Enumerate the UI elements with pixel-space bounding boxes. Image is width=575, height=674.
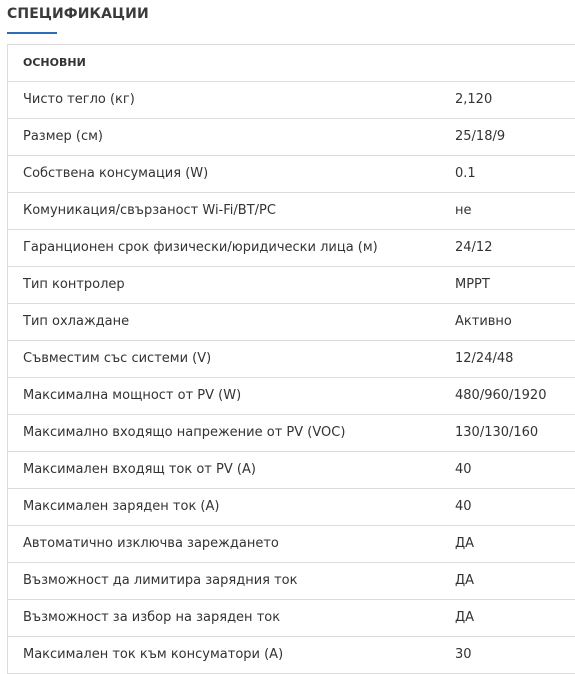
spec-value: не [455,203,472,218]
spec-name: Максимално входящо напрежение от PV (VOC) [23,425,346,440]
section-title: ОСНОВНИ [23,56,86,69]
spec-value: 30 [455,647,472,662]
spec-name: Максимален ток към консуматори (A) [23,647,284,662]
spec-value: 2,120 [455,92,493,107]
spec-value: 24/12 [455,240,493,255]
spec-value: Активно [455,314,512,329]
table-row [8,489,575,526]
spec-name: Чисто тегло (кг) [23,92,135,107]
table-row [8,378,575,415]
table-row [8,600,575,637]
spec-name: Максимална мощност от PV (W) [23,388,242,403]
table-row [8,119,575,156]
specifications-table [7,44,575,674]
spec-name: Възможност да лимитира зарядния ток [23,573,298,588]
spec-name: Възможност за избор на заряден ток [23,610,281,625]
spec-name: Максимален входящ ток от PV (A) [23,462,256,477]
table-row [8,637,575,674]
table-row [8,415,575,452]
table-row [8,526,575,563]
tab-specifications[interactable]: СПЕЦИФИКАЦИИ [7,6,149,22]
table-row [8,304,575,341]
spec-value: 40 [455,499,472,514]
spec-value: 0.1 [455,166,476,181]
spec-name: Размер (см) [23,129,104,144]
table-row [8,341,575,378]
active-tab-indicator [7,32,57,34]
spec-name: Гаранционен срок физически/юридически лица (м) [23,240,378,255]
spec-name: Тип охлаждане [23,314,130,329]
spec-value: 12/24/48 [455,351,514,366]
spec-name: Автоматично изключва зареждането [23,536,279,551]
section-header [8,45,575,82]
spec-value: 40 [455,462,472,477]
spec-name: Съвместим със системи (V) [23,351,212,366]
spec-value: ДА [455,536,475,551]
table-row [8,193,575,230]
tab-bar [0,0,575,38]
spec-value: 480/960/1920 [455,388,547,403]
spec-value: ДА [455,610,475,625]
spec-value: ДА [455,573,475,588]
spec-name: Собствена консумация (W) [23,166,209,181]
spec-name: Комуникация/свързаност Wi-Fi/BT/PC [23,203,276,218]
table-row [8,82,575,119]
table-row [8,230,575,267]
table-row [8,156,575,193]
spec-value: MPPT [455,277,490,292]
table-row [8,267,575,304]
table-row [8,452,575,489]
spec-value: 130/130/160 [455,425,539,440]
spec-value: 25/18/9 [455,129,506,144]
table-row [8,563,575,600]
spec-name: Максимален заряден ток (A) [23,499,220,514]
spec-name: Тип контролер [23,277,125,292]
